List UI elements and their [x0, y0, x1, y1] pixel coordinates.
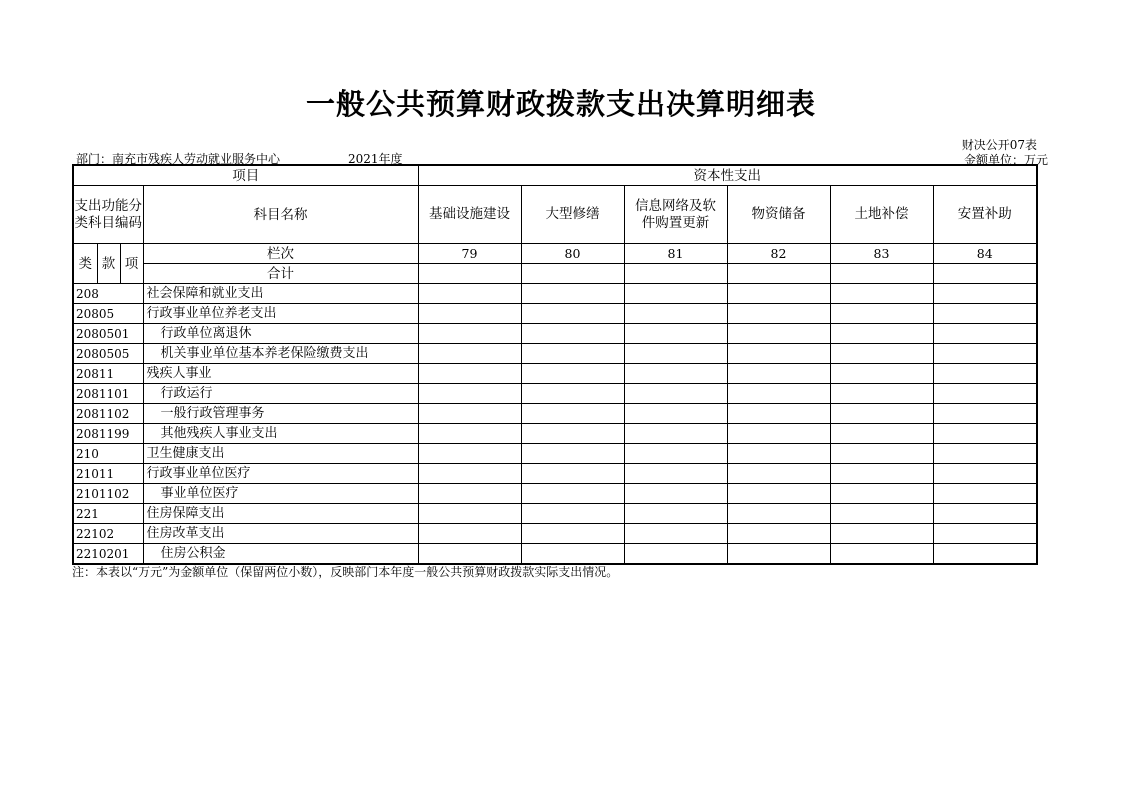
table-row — [73, 284, 1037, 304]
kuan-header: 款 — [97, 244, 120, 284]
total-cell — [418, 264, 521, 284]
column-header: 大型修缮 — [521, 186, 624, 244]
table-row — [73, 524, 1037, 544]
column-index: 81 — [624, 244, 727, 264]
row-code: 2080505 — [73, 344, 143, 364]
column-index: 79 — [418, 244, 521, 264]
table-row — [73, 444, 1037, 464]
row-name: 一般行政管理事务 — [143, 404, 418, 424]
column-header: 物资储备 — [727, 186, 830, 244]
row-name: 行政单位离退休 — [143, 324, 418, 344]
row-code: 2081199 — [73, 424, 143, 444]
row-code: 221 — [73, 504, 143, 524]
row-code: 210 — [73, 444, 143, 464]
row-code: 2080501 — [73, 324, 143, 344]
column-index: 80 — [521, 244, 624, 264]
row-code: 22102 — [73, 524, 143, 544]
column-header: 安置补助 — [933, 186, 1037, 244]
department-label: 部门：南充市残疾人劳动就业服务中心 — [76, 152, 281, 166]
footnote: 注：本表以“万元”为金额单位（保留两位小数），反映部门本年度一般公共预算财政拨款实际支出情况。 — [72, 565, 619, 579]
row-code: 2101102 — [73, 484, 143, 504]
xiang-header: 项 — [120, 244, 143, 284]
total-cell — [933, 264, 1037, 284]
function-code-header: 支出功能分类科目编码 — [73, 186, 143, 244]
table-row — [73, 384, 1037, 404]
table-row — [73, 424, 1037, 444]
row-code: 2081102 — [73, 404, 143, 424]
table-row — [73, 464, 1037, 484]
row-name: 其他残疾人事业支出 — [143, 424, 418, 444]
table-row — [73, 504, 1037, 524]
row-name: 行政事业单位养老支出 — [143, 304, 418, 324]
report-title: 一般公共预算财政拨款支出决算明细表 — [305, 87, 816, 121]
amount-unit: 金额单位：万元 — [963, 153, 1048, 167]
column-header: 信息网络及软件购置更新 — [624, 186, 727, 244]
fiscal-year: 2021年度 — [348, 152, 403, 166]
table-row — [73, 344, 1037, 364]
total-label: 合计 — [143, 264, 418, 284]
column-index-label: 栏次 — [143, 244, 418, 264]
lei-header: 类 — [73, 244, 97, 284]
column-index: 82 — [727, 244, 830, 264]
row-name: 机关事业单位基本养老保险缴费支出 — [143, 344, 418, 364]
project-header: 项目 — [73, 165, 418, 186]
row-name: 残疾人事业 — [143, 364, 418, 384]
table-row — [73, 364, 1037, 384]
row-name: 住房公积金 — [143, 544, 418, 565]
row-code: 2210201 — [73, 544, 143, 565]
total-cell — [521, 264, 624, 284]
table-row — [73, 544, 1037, 565]
detail-table — [72, 164, 1038, 565]
row-name: 行政运行 — [143, 384, 418, 404]
column-header: 基础设施建设 — [418, 186, 521, 244]
table-row — [73, 324, 1037, 344]
row-name: 住房保障支出 — [143, 504, 418, 524]
form-code: 财决公开07表 — [961, 138, 1037, 152]
capital-expenditure-header: 资本性支出 — [418, 165, 1037, 186]
row-code: 20811 — [73, 364, 143, 384]
row-code: 20805 — [73, 304, 143, 324]
total-cell — [830, 264, 933, 284]
total-cell — [727, 264, 830, 284]
row-name: 卫生健康支出 — [143, 444, 418, 464]
column-index: 83 — [830, 244, 933, 264]
row-code: 21011 — [73, 464, 143, 484]
row-code: 208 — [73, 284, 143, 304]
subject-name-header: 科目名称 — [143, 186, 418, 244]
row-code: 2081101 — [73, 384, 143, 404]
column-header: 土地补偿 — [830, 186, 933, 244]
total-cell — [624, 264, 727, 284]
table-row — [73, 304, 1037, 324]
row-name: 社会保障和就业支出 — [143, 284, 418, 304]
row-name: 事业单位医疗 — [143, 484, 418, 504]
row-name: 行政事业单位医疗 — [143, 464, 418, 484]
row-name: 住房改革支出 — [143, 524, 418, 544]
table-row — [73, 404, 1037, 424]
column-index: 84 — [933, 244, 1037, 264]
table-row — [73, 484, 1037, 504]
